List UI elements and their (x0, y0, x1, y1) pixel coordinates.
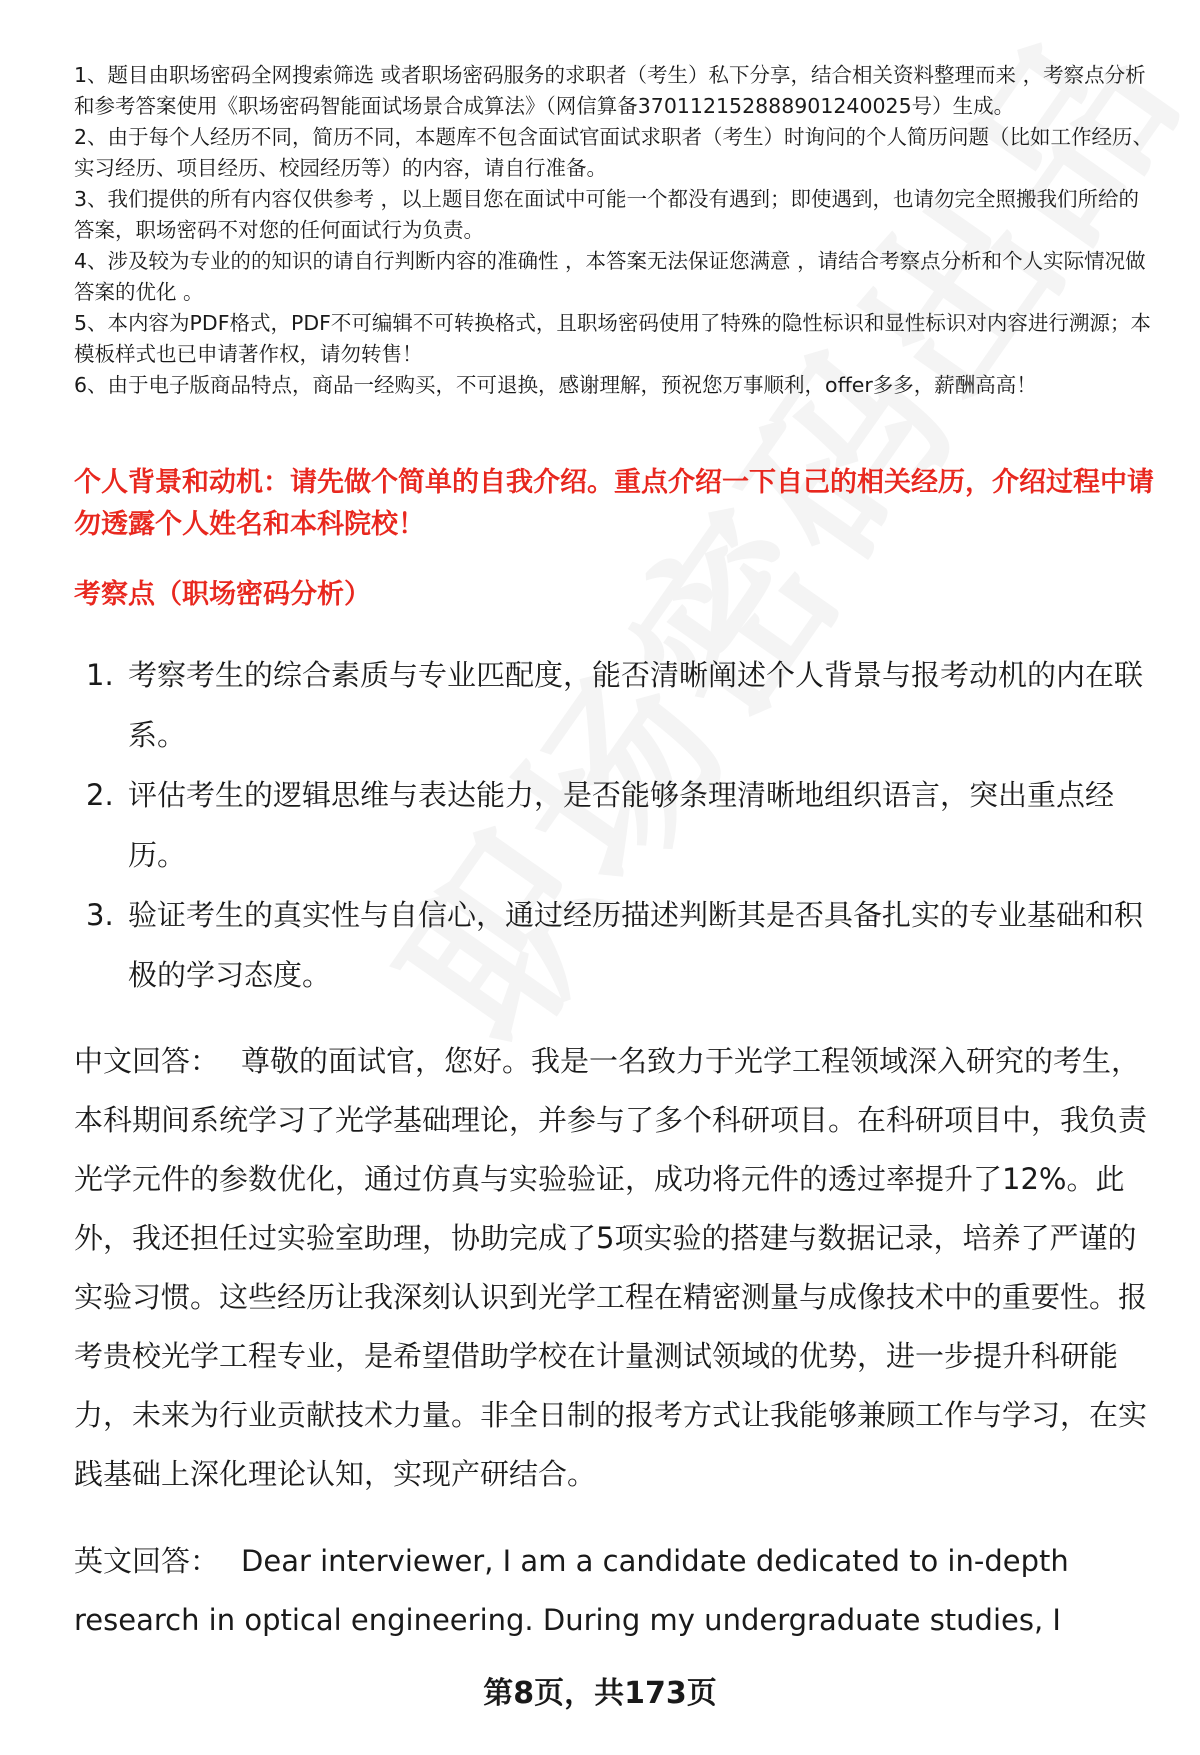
note-item: 5、本内容为PDF格式，PDF不可编辑不可转换格式，且职场密码使用了特殊的隐性标识和显性标识对内容进行溯源；本模板样式也已申请著作权，请勿转售！ (74, 311, 1151, 366)
point-text: 评估考生的逻辑思维与表达能力，是否能够条理清晰地组织语言，突出重点经历。 (128, 778, 1115, 872)
chinese-answer-label: 中文回答： (74, 1044, 220, 1078)
point-text: 考察考生的综合素质与专业匹配度，能否清晰阐述个人背景与报考动机的内在联系。 (128, 658, 1144, 752)
note-item: 4、涉及较为专业的的知识的请自行判断内容的准确性 ，本答案无法保证您满意 ，请结合考察点分析和个人实际情况做答案的优化 。 (74, 249, 1146, 304)
disclaimer-notes (74, 60, 1154, 401)
chinese-answer-text: 尊敬的面试官，您好。我是一名致力于光学工程领域深入研究的考生，本科期间系统学习了光学基础理论，并参与了多个科研项目。在科研项目中，我负责光学元件的参数优化，通过仿真与实验验证，成功将元件的透过率提升了12%。此外，我还担任过实验室助理，协助完成了5项实验的搭建与数据记录，培养了严谨的实验习惯。这些经历让我深刻认识到光学工程在精密测量与成像技术中的重要性。报考贵校光学工程专业，是希望借助学校在计量测试领域的优势，进一步提升科研能力，未来为行业贡献技术力量。非全日制的报考方式让我能够兼顾工作与学习，在实践基础上深化理论认知，实现产研结合。 (74, 1044, 1148, 1491)
point-text: 验证考生的真实性与自信心，通过经历描述判断其是否具备扎实的专业基础和积极的学习态度。 (128, 898, 1144, 992)
point-number: 2. (86, 778, 114, 812)
note-item: 3、我们提供的所有内容仅供参考 ，以上题目您在面试中可能一个都没有遇到；即使遇到，也请勿完全照搬我们所给的答案，职场密码不对您的任何面试行为负责。 (74, 187, 1140, 242)
english-answer (74, 1532, 1154, 1650)
note-item: 2、由于每个人经历不同，简历不同，本题库不包含面试官面试求职者（考生）时询问的个人简历问题（比如工作经历、实习经历、项目经历、校园经历等）的内容，请自行准备。 (74, 125, 1154, 180)
note-item: 1、题目由职场密码全网搜索筛选 或者职场密码服务的求职者（考生）私下分享，结合相关资料整理而来 ，考察点分析和参考答案使用《职场密码智能面试场景合成算法》（网信算备370112152888901240025号）生成。 (74, 63, 1146, 118)
analysis-points-list (74, 645, 1154, 1005)
analysis-point (74, 885, 1154, 1005)
analysis-point (74, 645, 1154, 765)
point-number: 3. (86, 898, 114, 932)
english-answer-label: 英文回答： (74, 1544, 220, 1578)
chinese-answer (74, 1032, 1154, 1504)
point-number: 1. (86, 658, 114, 692)
note-item: 6、由于电子版商品特点，商品一经购买，不可退换，感谢理解，预祝您万事顺利，offer多多，薪酬高高！ (74, 373, 1037, 397)
analysis-point (74, 765, 1154, 885)
interview-question: 个人背景和动机：请先做个简单的自我介绍。重点介绍一下自己的相关经历，介绍过程中请勿透露个人姓名和本科院校！ (74, 467, 1154, 540)
english-answer-text: Dear interviewer, I am a candidate dedicated to in-depth research in optical engineering. During my undergraduate studies, I (74, 1544, 1069, 1637)
section-title-analysis: 考察点（职场密码分析） (74, 579, 371, 610)
page-number: 第8页，共173页 (483, 1676, 717, 1711)
